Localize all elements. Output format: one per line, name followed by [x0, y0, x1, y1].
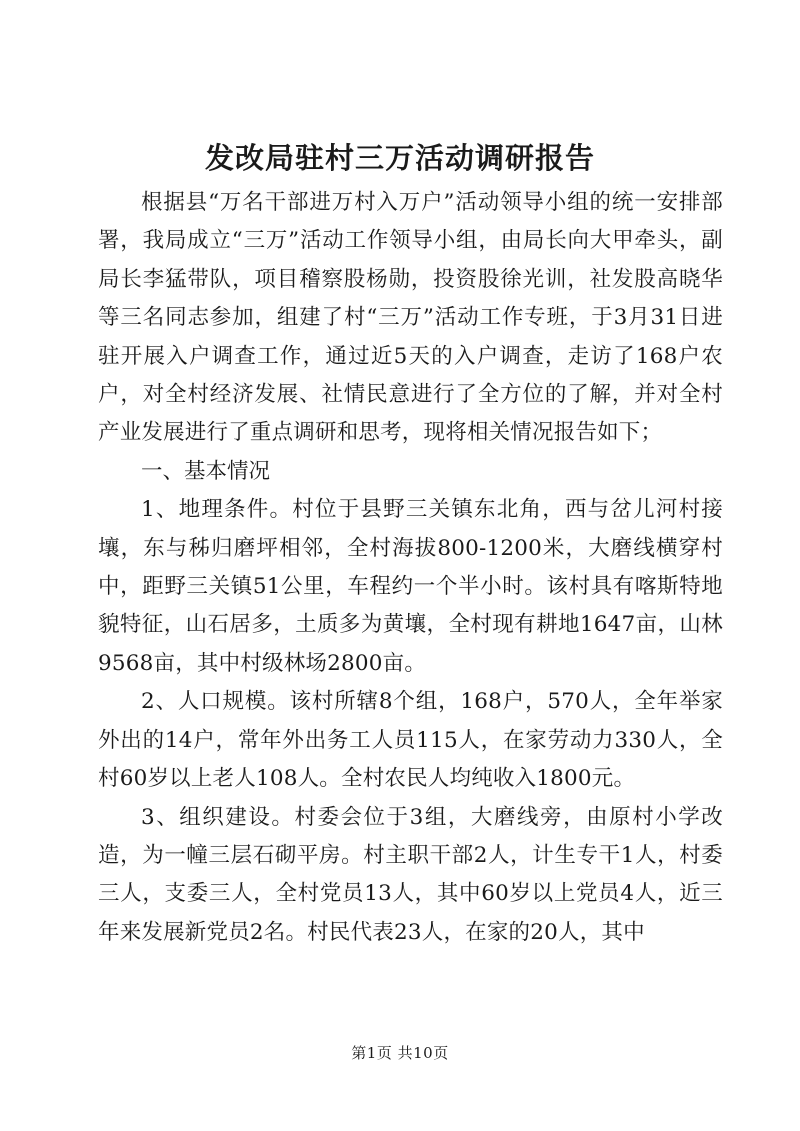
- page-number-footer: 第1页 共10页: [351, 1044, 449, 1062]
- intro-paragraph: 根据县“万名干部进万村入万户”活动领导小组的统一安排部署，我局成立“三万”活动工作领导小组，由局长向大甲牵头，副局长李猛带队，项目稽察股杨勋，投资股徐光训，社发股高晓华等三名同志参加，组建了村“三万”活动工作专班，于3月31日进驻开展入户调查工作，通过近5天的入户调查，走访了168户农户，对全村经济发展、社情民意进行了全方位的了解，并对全村产业发展进行了重点调研和思考，现将相关情况报告如下；: [98, 190, 723, 446]
- section-heading-basic-info: 一、基本情况: [141, 458, 271, 484]
- organization-paragraph: 3、组织建设。村委会位于3组，大磨线旁，由原村小学改造，为一幢三层石砌平房。村主职干部2人，计生专干1人，村委三人，支委三人，全村党员13人，其中60岁以上党员4人，近三年来发展新党员2名。村民代表23人，在家的20人，其中: [98, 804, 723, 945]
- population-paragraph: 2、人口规模。该村所辖8个组，168户，570人，全年举家外出的14户，常年外出务工人员115人，在家劳动力330人，全村60岁以上老人108人。全村农民人均纯收入1800元。: [98, 689, 723, 792]
- geography-paragraph: 1、地理条件。村位于县野三关镇东北角，西与岔儿河村接壤，东与秭归磨坪相邻，全村海拔800-1200米，大磨线横穿村中，距野三关镇51公里，车程约一个半小时。该村具有喀斯特地貌特征，山石居多，土质多为黄壤，全村现有耕地1647亩，山林9568亩，其中村级林场2800亩。: [98, 497, 723, 676]
- document-body: [98, 184, 723, 952]
- document-title: 发改局驻村三万活动调研报告: [204, 141, 595, 175]
